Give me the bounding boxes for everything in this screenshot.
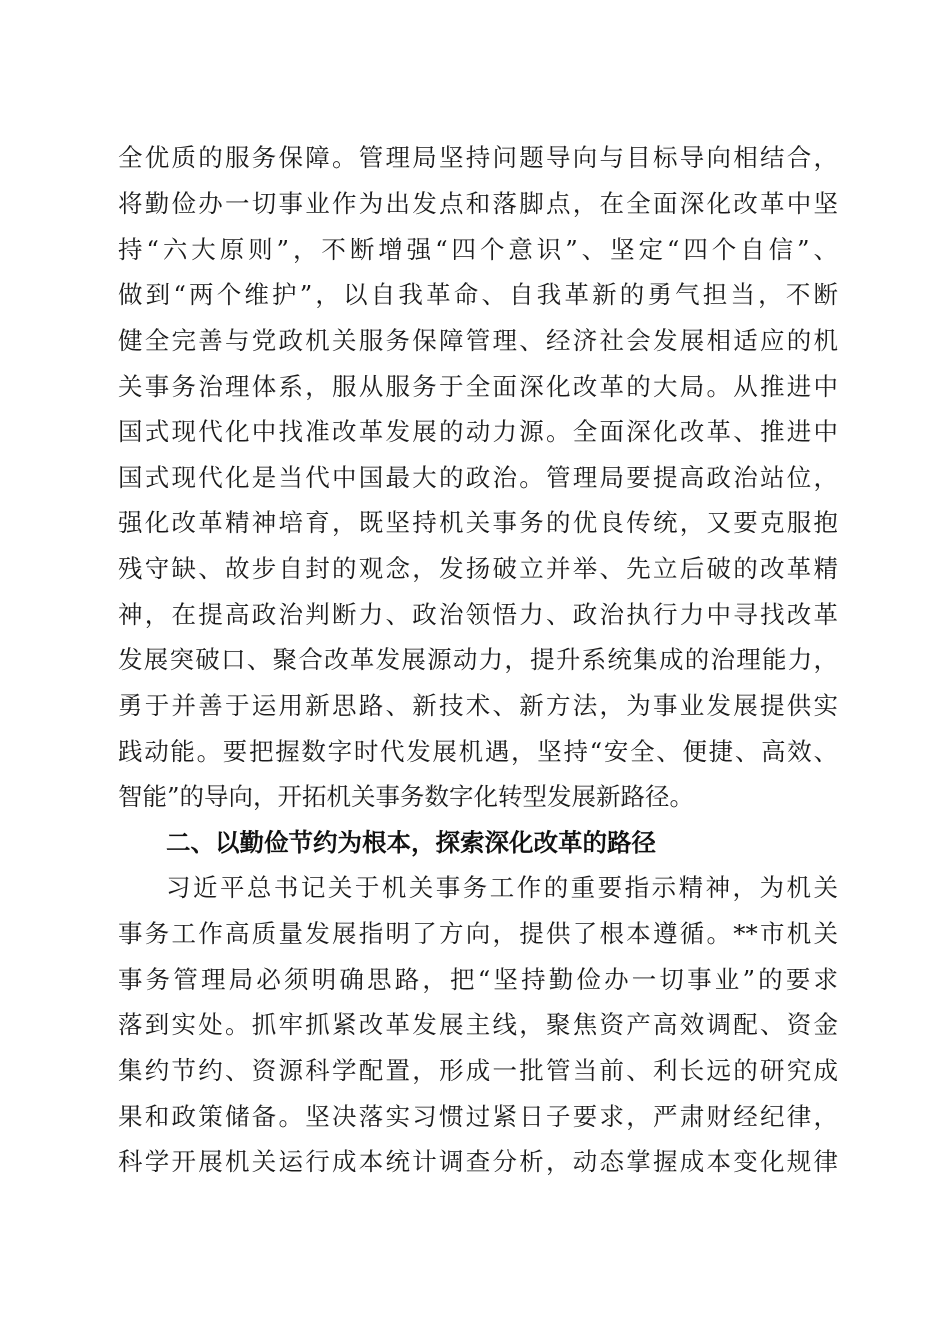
body-text-line: 健全完善与党政机关服务保障管理、经济社会发展相适应的机 <box>118 326 838 355</box>
body-text-line: 残守缺、故步自封的观念，发扬破立并举、先立后破的改革精 <box>118 554 838 583</box>
body-text-line: 强化改革精神培育，既坚持机关事务的优良传统，又要克服抱 <box>118 508 838 537</box>
body-text-line: 国式现代化是当代中国最大的政治。管理局要提高政治站位， <box>118 463 838 492</box>
body-text-line: 持“六大原则”，不断增强“四个意识”、坚定“四个自信”、 <box>118 235 838 264</box>
body-text-line: 智能”的导向，开拓机关事务数字化转型发展新路径。 <box>118 782 695 811</box>
body-text-line: 神，在提高政治判断力、政治领悟力、政治执行力中寻找改革 <box>118 600 838 629</box>
body-text-line: 践动能。要把握数字时代发展机遇，坚持“安全、便捷、高效、 <box>118 737 838 766</box>
section-heading: 二、以勤俭节约为根本，探索深化改革的路径 <box>166 828 656 857</box>
body-text-line: 事务管理局必须明确思路，把“坚持勤俭办一切事业”的要求 <box>118 965 838 994</box>
body-text-line: 全优质的服务保障。管理局坚持问题导向与目标导向相结合， <box>118 143 838 172</box>
body-text-line: 果和政策储备。坚决落实习惯过紧日子要求，严肃财经纪律， <box>118 1102 838 1131</box>
body-text-line: 发展突破口、聚合改革发展源动力，提升系统集成的治理能力， <box>118 645 838 674</box>
body-text-line: 科学开展机关运行成本统计调查分析，动态掌握成本变化规律 <box>118 1147 838 1176</box>
body-text-line: 落到实处。抓牢抓紧改革发展主线，聚焦资产高效调配、资金 <box>118 1010 838 1039</box>
body-text-line: 国式现代化中找准改革发展的动力源。全面深化改革、推进中 <box>118 417 838 446</box>
body-text-line: 做到“两个维护”，以自我革命、自我革新的勇气担当，不断 <box>118 280 838 309</box>
body-text-line: 集约节约、资源科学配置，形成一批管当前、利长远的研究成 <box>118 1056 838 1085</box>
body-text-line: 关事务治理体系，服从服务于全面深化改革的大局。从推进中 <box>118 372 838 401</box>
body-text-line: 勇于并善于运用新思路、新技术、新方法，为事业发展提供实 <box>118 691 838 720</box>
body-text-line: 事务工作高质量发展指明了方向，提供了根本遵循。**市机关 <box>118 919 838 948</box>
body-text-line: 习近平总书记关于机关事务工作的重要指示精神，为机关 <box>166 873 838 902</box>
body-text-line: 将勤俭办一切事业作为出发点和落脚点，在全面深化改革中坚 <box>118 189 838 218</box>
